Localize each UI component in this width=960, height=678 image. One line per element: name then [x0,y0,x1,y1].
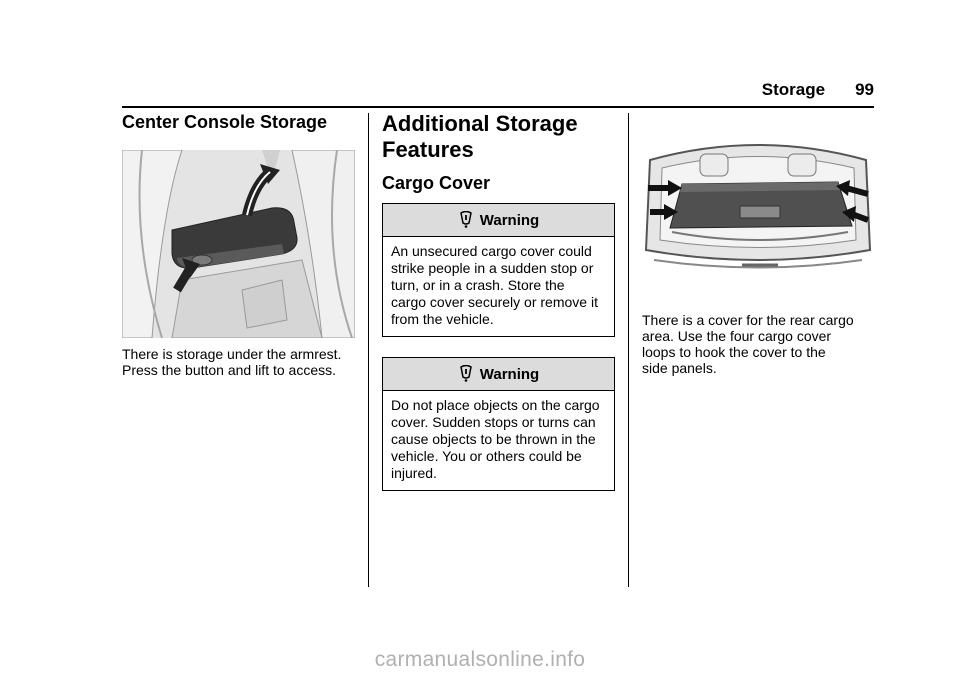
warning-box-2 [382,357,615,491]
warning-header-1 [383,204,614,237]
section-name: Storage [761,80,826,99]
w2-line: Do not place objects on the cargo [391,397,600,413]
center-console-title: Center Console Storage [122,112,328,132]
header-rule [122,106,874,108]
cargo-text-line: side panels. [642,360,717,376]
console-description [122,346,341,378]
warning-icon [458,365,474,383]
w2-line: injured. [391,465,437,481]
w1-line: cargo cover securely or remove it [391,294,598,310]
column-divider-2 [628,113,629,587]
page-header [762,80,874,100]
title-line-2: Features [382,137,474,162]
w2-line: cover. Sudden stops or turns can [391,414,596,430]
warning-label-1: Warning [479,211,540,229]
additional-storage-title [382,111,578,163]
console-text-line-2: Press the button and lift to access. [122,362,337,378]
watermark: carmanualsonline.info [374,648,586,671]
cargo-text-line: area. Use the four cargo cover [642,328,832,344]
w1-line: strike people in a sudden stop or [391,260,594,276]
armrest-illustration [122,150,355,338]
w2-line: cause objects to be thrown in the [391,431,596,447]
w1-line: from the vehicle. [391,311,494,327]
title-line-1: Additional Storage [382,111,578,136]
warning-text-1 [383,237,614,336]
warning-icon [458,211,474,229]
warning-box-1 [382,203,615,337]
warning-header-2 [383,358,614,391]
column-divider-1 [368,113,369,587]
cargo-cover-illustration [642,140,874,290]
cargo-cover-subtitle: Cargo Cover [382,173,491,193]
cargo-text-line: There is a cover for the rear cargo [642,312,854,328]
page-number: 99 [855,80,874,99]
warning-text-2 [383,391,614,490]
cargo-text-line: loops to hook the cover to the [642,344,826,360]
w2-line: vehicle. You or others could be [391,448,582,464]
w1-line: turn, or in a crash. Store the [391,277,565,293]
warning-label-2: Warning [479,365,540,383]
w1-line: An unsecured cargo cover could [391,243,592,259]
console-text-line-1: There is storage under the armrest. [122,346,342,362]
cargo-cover-description [642,312,854,376]
